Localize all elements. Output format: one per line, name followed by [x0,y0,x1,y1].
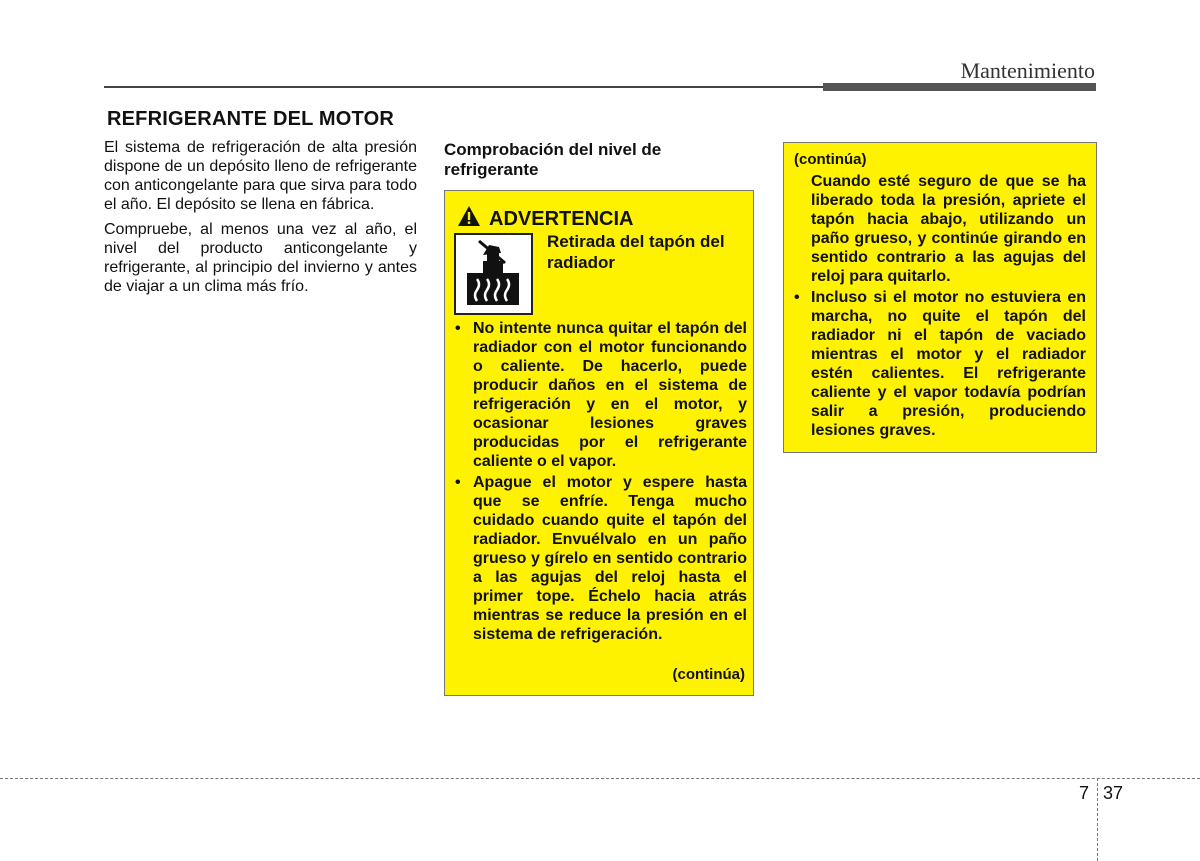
page-number: 37 [1103,783,1124,803]
warning-bullet-list [455,319,747,646]
header-rule-accent [823,83,1096,91]
warning-title: ADVERTENCIA [489,207,634,230]
warning-continued-lead: Cuando esté seguro de que se ha liberado toda la presión, apriete el tapón hacia abajo, utilizando un paño grueso, y continúe girando en sentido contrario a las agujas del reloj para quitarlo. [811,173,1086,285]
footer-divider [0,778,1200,779]
continued-label-top: (continúa) [794,151,867,168]
section-heading: REFRIGERANTE DEL MOTOR [107,108,395,130]
warning-image-subtitle: Retirada del tapón del radiador [547,232,725,272]
chapter-number: 7 [1079,783,1090,803]
warning-triangle-icon [457,205,481,233]
warning-bullet: • Incluso si el motor no estuviera en marcha, no quite el tapón del radiador ni el tapón de vaciado mientras el motor y el radiador estén calientes. El refrigerante caliente y el vapor todavía podrían salir a presión, produciendo lesiones graves. [794,289,1086,439]
subsection-heading: Comprobación del nivel de refrigerante [444,140,662,179]
header-title: Mantenimiento [960,58,1095,83]
warning-continued-bullets [794,288,1086,440]
warning-bullet: • No intente nunca quitar el tapón del radiador con el motor funcionando o caliente. De hacerlo, puede producir daños en el sistema de refrigeración y en el motor, y ocasionar lesiones graves producidas por el refrigerante caliente o el vapor. [455,320,747,470]
footer-page-divider [1097,778,1098,861]
intro-paragraph: Compruebe, al menos una vez al año, el nivel del producto anticongelante y refrigerante, al principio del invierno y antes de viajar a un clima más frío. [104,221,417,295]
intro-text [104,138,417,302]
warning-continued-box [783,142,1097,453]
warning-bullet: • Apague el motor y espere hasta que se enfríe. Tenga mucho cuidado cuando quite el tapón del radiador. Envuélvalo en un paño grueso y gírelo en sentido contrario a las agujas del reloj hasta el primer tope. Échelo hacia atrás mientras se reduce la presión en el sistema de refrigeración. [455,474,747,643]
warning-title-row [457,205,633,233]
hot-radiator-cap-icon [454,233,533,315]
continued-label: (continúa) [672,666,745,683]
warning-box [444,190,754,696]
intro-paragraph: El sistema de refrigeración de alta presión dispone de un depósito lleno de refrigerante con anticongelante para que sirva para todo el año. El depósito se llena en fábrica. [104,139,417,213]
